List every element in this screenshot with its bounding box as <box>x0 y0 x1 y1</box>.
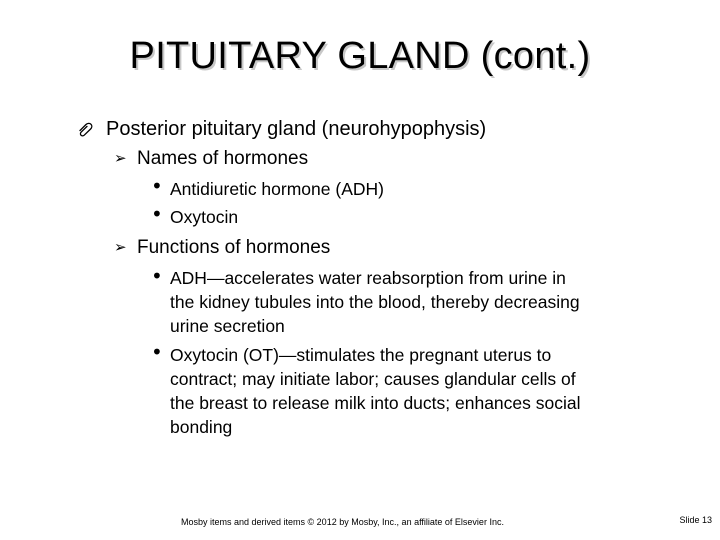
slide-title: PITUITARY GLAND (cont.) <box>129 35 591 77</box>
arrowhead-bullet-icon: ➢ <box>114 238 127 256</box>
list-item: Antidiuretic hormone (ADH) <box>170 179 384 199</box>
section-heading-functions: Functions of hormones <box>137 237 331 258</box>
round-bullet-icon: • <box>151 202 163 226</box>
paper-clip-bullet-icon <box>77 121 93 142</box>
paper-clip-bullet-icon-glyph <box>77 121 93 137</box>
slide-number: Slide 13 <box>679 515 712 525</box>
list-item-line: urine secretion <box>170 316 285 336</box>
list-item-line: the breast to release milk into ducts; enhances social <box>170 393 581 413</box>
arrowhead-bullet-icon: ➢ <box>114 149 127 167</box>
list-item-line: the kidney tubules into the blood, thereby decreasing <box>170 292 580 312</box>
copyright-text: Mosby items and derived items © 2012 by Mosby, Inc., an affiliate of Elsevier Inc. <box>181 517 504 527</box>
round-bullet-icon: • <box>151 340 163 364</box>
list-item-line: Oxytocin (OT)—stimulates the pregnant uterus to <box>170 345 552 365</box>
round-bullet-icon: • <box>151 264 163 288</box>
list-item: Oxytocin <box>170 207 239 227</box>
level1-text: Posterior pituitary gland (neurohypophysis) <box>106 118 487 140</box>
list-item-line: ADH—accelerates water reabsorption from urine in <box>170 268 566 288</box>
round-bullet-icon: • <box>151 174 163 198</box>
list-item-line: contract; may initiate labor; causes glandular cells of <box>170 369 576 389</box>
section-heading-names: Names of hormones <box>137 148 309 169</box>
list-item-line: bonding <box>170 417 233 437</box>
